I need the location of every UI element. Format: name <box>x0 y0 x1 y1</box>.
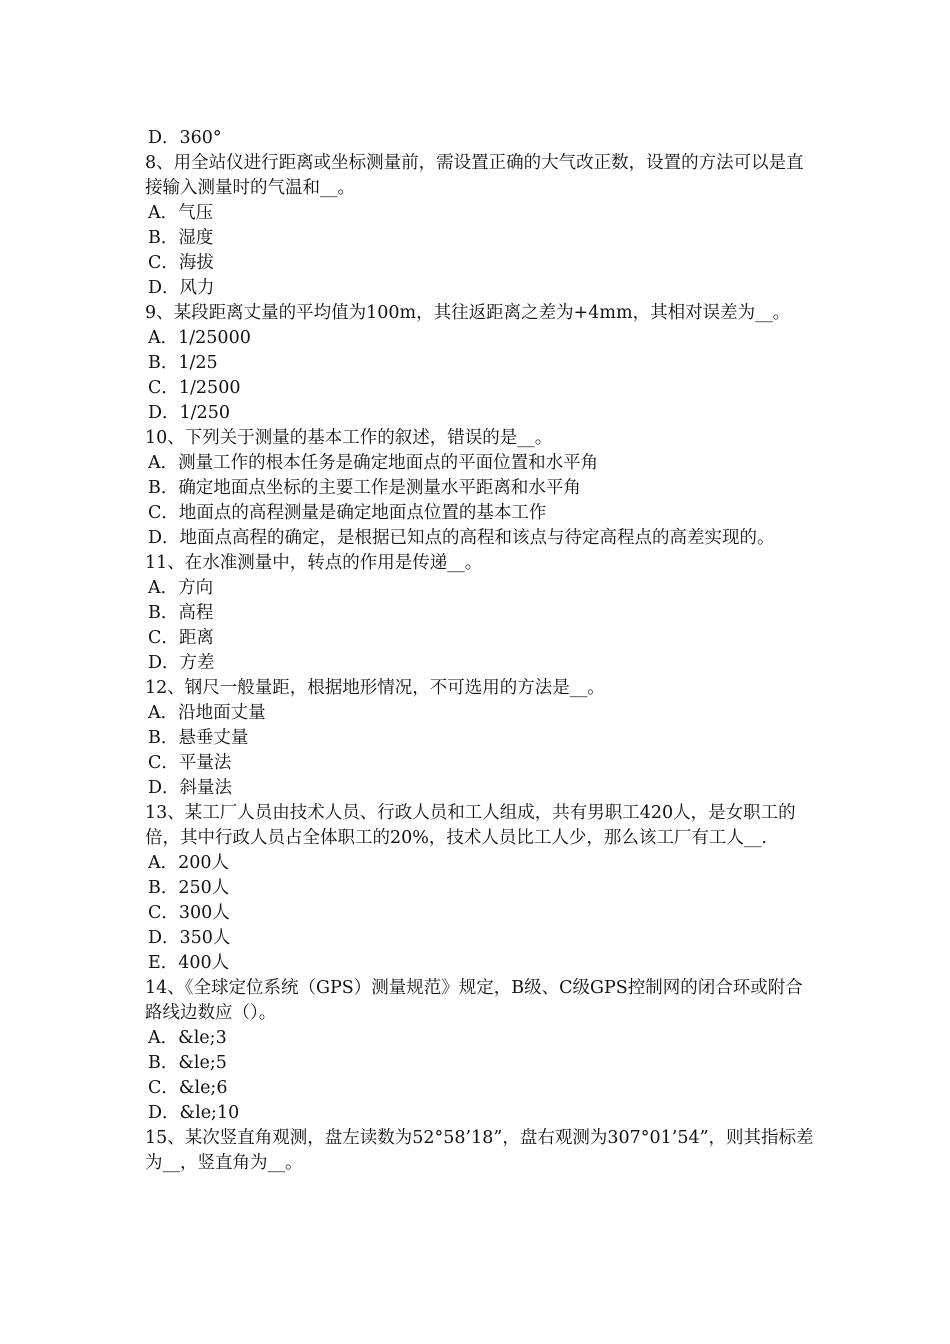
question-12: 12、钢尺一般量距，根据地形情况，不可选用的方法是__。 <box>145 678 605 698</box>
option: A．测量工作的根本任务是确定地面点的平面位置和水平角 <box>148 453 599 473</box>
option: B．确定地面点坐标的主要工作是测量水平距离和水平角 <box>148 478 581 498</box>
option: A．200人 <box>148 853 230 873</box>
option: D．1/250 <box>148 403 230 423</box>
option: C．距离 <box>148 628 214 648</box>
question-14: 14、《全球定位系统（GPS）测量规范》规定，B级、C级GPS控制网的闭合环或附合路线边数应（）。 <box>145 978 803 1023</box>
option: A．气压 <box>148 203 214 223</box>
question-11: 11、在水准测量中，转点的作用是传递__。 <box>145 553 483 573</box>
question-8: 8、用全站仪进行距离或坐标测量前，需设置正确的大气改正数，设置的方法可以是直接输入测量时的气温和__。 <box>145 153 804 198</box>
option: E．400人 <box>148 953 230 973</box>
option: B．高程 <box>148 603 214 623</box>
option: D．斜量法 <box>148 778 233 798</box>
question-9: 9、某段距离丈量的平均值为100m，其往返距离之差为+4mm，其相对误差为__。 <box>145 303 791 323</box>
option: D．地面点高程的确定，是根据已知点的高程和该点与待定高程点的高差实现的。 <box>148 528 775 548</box>
option: D．&le;10 <box>148 1103 240 1123</box>
option: A．&le;3 <box>148 1028 227 1048</box>
question-10: 10、下列关于测量的基本工作的叙述，错误的是__。 <box>145 428 553 448</box>
option: C．1/2500 <box>148 378 241 398</box>
document-page <box>145 126 815 1176</box>
option: D．350人 <box>148 928 231 948</box>
option: C．&le;6 <box>148 1078 228 1098</box>
option: C．海拔 <box>148 253 214 273</box>
option: C．300人 <box>148 903 230 923</box>
question-13: 13、某工厂人员由技术人员、行政人员和工人组成，共有男职工420人，是女职工的倍，其中行政人员占全体职工的20%，技术人员比工人少，那么该工厂有工人__. <box>145 803 796 848</box>
option: B．湿度 <box>148 228 214 248</box>
option: C．平量法 <box>148 753 232 773</box>
option: D．360° <box>148 128 222 148</box>
option: C．地面点的高程测量是确定地面点位置的基本工作 <box>148 503 547 523</box>
option: A．沿地面丈量 <box>148 703 266 723</box>
question-15: 15、某次竖直角观测，盘左读数为52°58’18”，盘右观测为307°01’54”，则其指标差为__，竖直角为__。 <box>145 1128 814 1173</box>
option: D．方差 <box>148 653 215 673</box>
option: B．250人 <box>148 878 230 898</box>
option: A．1/25000 <box>148 328 251 348</box>
option: B．&le;5 <box>148 1053 227 1073</box>
option: D．风力 <box>148 278 215 298</box>
option: A．方向 <box>148 578 214 598</box>
option: B．悬垂丈量 <box>148 728 249 748</box>
option: B．1/25 <box>148 353 218 373</box>
